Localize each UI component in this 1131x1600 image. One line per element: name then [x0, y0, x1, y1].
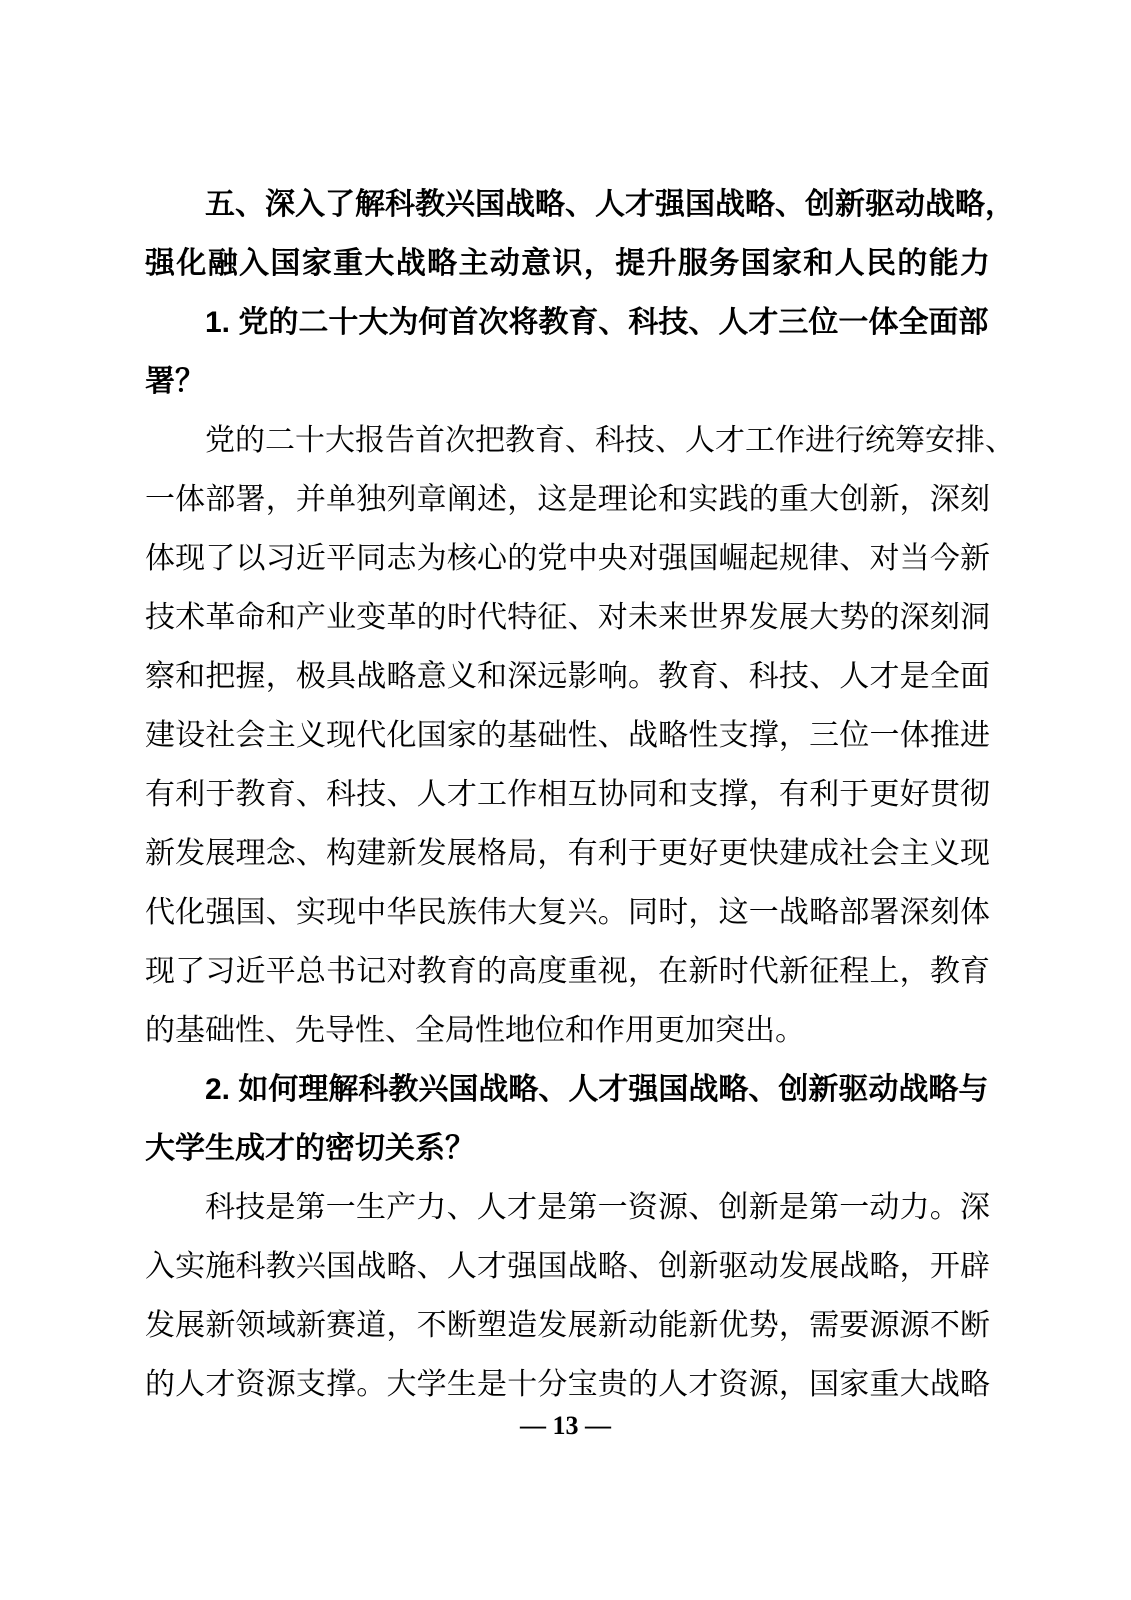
- section-heading-line: 强化融入国家重大战略主动意识，提升服务国家和人民的能力: [145, 247, 990, 280]
- body-text-line: 察和把握，极具战略意义和深远影响。教育、科技、人才是全面: [145, 660, 990, 693]
- body-text-line: 的基础性、先导性、全局性地位和作用更加突出。: [145, 1014, 805, 1047]
- question-heading-line: 大学生成才的密切关系？: [145, 1132, 475, 1165]
- body-text-line: 党的二十大报告首次把教育、科技、人才工作进行统筹安排、: [205, 424, 1015, 457]
- body-text-line: 的人才资源支撑。大学生是十分宝贵的人才资源，国家重大战略: [145, 1368, 990, 1401]
- body-text-line: 有利于教育、科技、人才工作相互协同和支撑，有利于更好贯彻: [145, 778, 990, 811]
- page-body-text: [145, 175, 1015, 1414]
- body-text-line: 一体部署，并单独列章阐述，这是理论和实践的重大创新，深刻: [145, 483, 990, 516]
- body-text-line: 技术革命和产业变革的时代特征、对未来世界发展大势的深刻洞: [145, 601, 990, 634]
- body-text-line: 入实施科教兴国战略、人才强国战略、创新驱动发展战略，开辟: [145, 1250, 990, 1283]
- body-text-line: 新发展理念、构建新发展格局，有利于更好更快建成社会主义现: [145, 837, 990, 870]
- body-text-line: 体现了以习近平同志为核心的党中央对强国崛起规律、对当今新: [145, 542, 990, 575]
- body-text-line: 发展新领域新赛道，不断塑造发展新动能新优势，需要源源不断: [145, 1309, 990, 1342]
- body-text-line: 代化强国、实现中华民族伟大复兴。同时，这一战略部署深刻体: [145, 896, 990, 929]
- body-text-line: 科技是第一生产力、人才是第一资源、创新是第一动力。深: [205, 1191, 990, 1224]
- body-text-line: 建设社会主义现代化国家的基础性、战略性支撑，三位一体推进: [145, 719, 990, 752]
- section-heading-line: 五、深入了解科教兴国战略、人才强国战略、创新驱动战略，: [205, 188, 1015, 221]
- question-heading-line: 署？: [145, 365, 205, 398]
- question-heading-line: 1. 党的二十大为何首次将教育、科技、人才三位一体全面部: [205, 306, 989, 339]
- page-number: — 13 —: [520, 1411, 611, 1440]
- body-text-line: 现了习近平总书记对教育的高度重视，在新时代新征程上，教育: [145, 955, 990, 988]
- question-heading-line: 2. 如何理解科教兴国战略、人才强国战略、创新驱动战略与: [205, 1073, 989, 1106]
